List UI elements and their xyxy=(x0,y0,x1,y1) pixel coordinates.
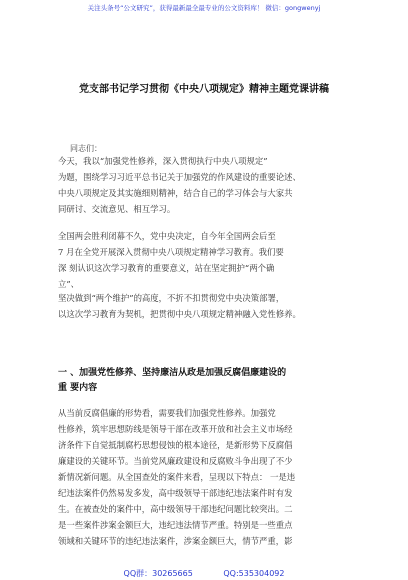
text-line: 性修养，筑牢思想防线是领导干部在改革开放和社会主义市场经 xyxy=(58,424,293,434)
paragraph-intro xyxy=(58,153,358,217)
text-line: 坚决做到“两个维护”的高度，不折不扣贯彻党中央决策部署， xyxy=(58,293,285,303)
paragraph-section-one xyxy=(58,405,358,549)
text-line: 同研讨、交流意见、相互学习。 xyxy=(58,204,176,214)
salutation: 同志们： xyxy=(70,144,102,153)
heading-line: 一 、加强党性修养、坚持廉洁从政是加强反腐倡廉建设的 xyxy=(58,368,287,378)
top-banner: 关注头条号“公文研究”，获得最新最全最专业的公文资料库！ 微信：gongwenyj xyxy=(87,4,321,12)
paragraph-commitment xyxy=(58,290,358,322)
text-line: 中央八项规定及其实施细则精神，结合自己的学习体会与大家共 xyxy=(58,188,293,198)
text-line: 深 刻认识这次学习教育的重要意义，站在坚定拥护“两个确 xyxy=(58,263,275,273)
text-line: 为题，围绕学习习近平总书记关于加强党的作风建设的重要论述、 xyxy=(58,172,301,182)
text-line: 以这次学习教育为契机，把贯彻中央八项规定精神融入党性修养。 xyxy=(58,309,301,319)
section-heading xyxy=(58,366,358,396)
text-line: 7 月在全党开展深入贯彻中央八项规定精神学习教育。我们要 xyxy=(58,247,284,257)
text-line: 立”、 xyxy=(58,279,80,289)
bottom-banner xyxy=(0,568,408,579)
text-line: 全国两会胜利闭幕不久，党中央决定，自今年全国两会后至 xyxy=(58,231,276,241)
text-line: 廉建设的关键环节。当前党风廉政建设和反腐败斗争出现了不少 xyxy=(58,456,293,466)
qq-group: QQ群：30265665 xyxy=(123,569,193,578)
heading-line: 重 要内容 xyxy=(58,383,98,393)
text-line: 从当前反腐倡廉的形势看，需要我们加强党性修养。加强党 xyxy=(58,408,276,418)
paragraph-background xyxy=(58,228,358,292)
text-line: 生。在被查处的案件中，高中级领导干部违纪问题比较突出。二 xyxy=(58,504,293,514)
text-line: 今天，我以“加强党性修养，深入贯彻执行中央八项规定” xyxy=(58,156,268,166)
text-line: 纪违法案件仍然易发多发，高中级领导干部违纪违法案件时有发 xyxy=(58,488,293,498)
text-line: 是一些案件涉案金额巨大，违纪违法情节严重。特别是一些重点 xyxy=(58,520,293,530)
text-line: 新情况新问题。从全国查处的案件来看，呈现以下特点： 一是违 xyxy=(58,472,296,482)
qq-number: QQ:535304092 xyxy=(223,569,285,578)
document-title: 党支部书记学习贯彻《中央八项规定》精神主题党课讲稿 xyxy=(79,84,329,95)
text-line: 领域和关键环节的违纪违法案件，涉案金额巨大，情节严重，影 xyxy=(58,536,293,546)
text-line: 济条件下自觉抵制腐朽思想侵蚀的根本途径，是新形势下反腐倡 xyxy=(58,440,293,450)
